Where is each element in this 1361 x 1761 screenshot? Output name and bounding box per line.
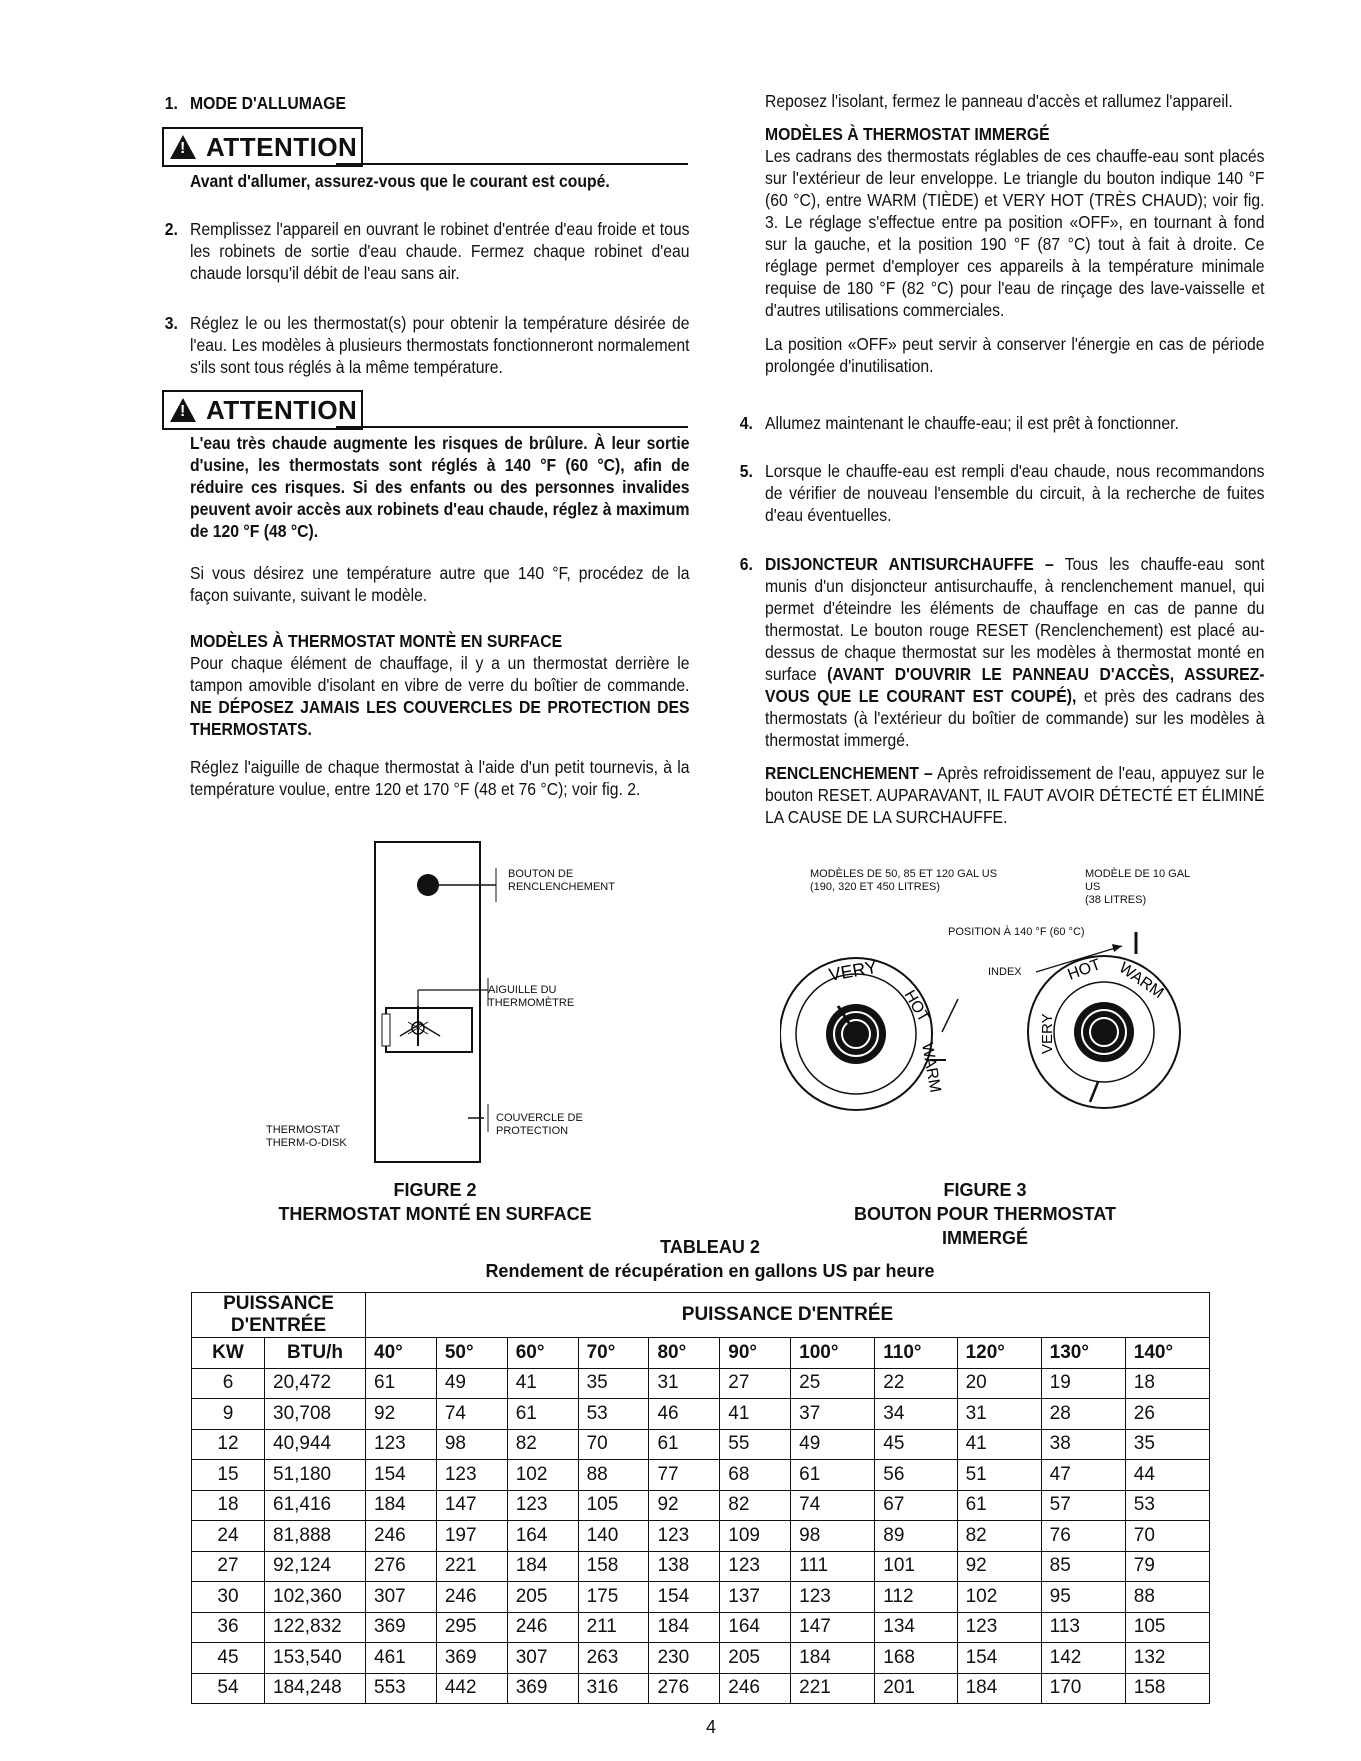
col-temp: 70°: [578, 1338, 649, 1369]
cell-value: 123: [720, 1551, 791, 1582]
cell-value: 51: [957, 1460, 1041, 1491]
cell-value: 89: [875, 1521, 957, 1552]
cell-btu: 40,944: [265, 1429, 366, 1460]
cell-value: 164: [720, 1612, 791, 1643]
cell-value: 28: [1041, 1399, 1125, 1430]
cell-value: 98: [436, 1429, 507, 1460]
cell-value: 307: [366, 1582, 437, 1613]
svg-text:WARM: WARM: [1115, 959, 1167, 1002]
cell-value: 142: [1041, 1643, 1125, 1674]
step-title: MODE D'ALLUMAGE: [190, 93, 346, 113]
table-title-block: [430, 1235, 990, 1283]
step-text: Lorsque le chauffe-eau est rempli d'eau chaude, nous recommandons de vérifier de nouveau l'ensemble du circuit, à la recherche de fuites d'eau éventuelles.: [765, 461, 1265, 525]
label-index: INDEX: [988, 966, 1022, 978]
col-temp: 80°: [649, 1338, 720, 1369]
cell-value: 230: [649, 1643, 720, 1674]
cell-value: 201: [875, 1673, 957, 1704]
temperature-paragraph: Si vous désirez une température autre que 140 °F, procédez de la façon suivante, suivant le modèle.: [190, 563, 690, 605]
cell-value: 79: [1125, 1551, 1209, 1582]
label-reset-button: BOUTON DE RENCLENCHEMENT: [508, 868, 615, 893]
cell-value: 111: [791, 1551, 875, 1582]
col-temp: 60°: [507, 1338, 578, 1369]
reset-text: Après refroidissement de l'eau, appuyez sur le bouton RESET. AUPARAVANT, IL FAUT AVOIR DÉTECTÉ ET ÉLIMINÉ LA CAUSE DE LA SURCHAUFFE.: [765, 763, 1265, 827]
cell-value: 37: [791, 1399, 875, 1430]
cell-btu: 153,540: [265, 1643, 366, 1674]
cell-value: 49: [791, 1429, 875, 1460]
step-warning: (AVANT D'OUVRIR LE PANNEAU D'ACCÈS, ASSUREZ-VOUS QUE LE COURANT EST COUPÉ),: [765, 664, 1265, 706]
cell-btu: 81,888: [265, 1521, 366, 1552]
cell-value: 105: [578, 1490, 649, 1521]
cell-value: 123: [366, 1429, 437, 1460]
dial-hot: HOT: [900, 987, 933, 1026]
cell-value: 53: [578, 1399, 649, 1430]
cell-kw: 45: [192, 1643, 265, 1674]
cell-value: 307: [507, 1643, 578, 1674]
surface-section: [190, 630, 690, 740]
cell-value: 123: [791, 1582, 875, 1613]
col-temp: 120°: [957, 1338, 1041, 1369]
cell-value: 26: [1125, 1399, 1209, 1430]
cell-value: 123: [436, 1460, 507, 1491]
step-number: 3.: [164, 313, 178, 333]
cell-value: 61: [957, 1490, 1041, 1521]
step-2: [164, 218, 690, 284]
cell-value: 55: [720, 1429, 791, 1460]
cell-btu: 102,360: [265, 1582, 366, 1613]
cell-value: 82: [720, 1490, 791, 1521]
cell-value: 263: [578, 1643, 649, 1674]
cell-value: 205: [507, 1582, 578, 1613]
step-5: [739, 460, 1265, 526]
cell-value: 246: [720, 1673, 791, 1704]
attention-label: ATTENTION: [206, 394, 358, 425]
step-text: Tous les chauffe-eau sont munis d'un disjoncteur antisurchauffe, à renclenchement manuel, qui permet d'éteindre les éléments de chauffage en cas de panne du thermostat. Le bouton rouge RESET (Renclenchement) est placé au-dessus de chaque thermostat sur les modèles à thermostat monté en surface: [765, 554, 1265, 684]
cell-value: 154: [957, 1643, 1041, 1674]
cell-value: 85: [1041, 1551, 1125, 1582]
cell-btu: 51,180: [265, 1460, 366, 1491]
cell-value: 369: [366, 1612, 437, 1643]
cell-value: 70: [578, 1429, 649, 1460]
label-position: POSITION À 140 °F (60 °C): [948, 926, 1085, 938]
attention-2: [190, 432, 690, 542]
cell-value: 369: [436, 1643, 507, 1674]
cell-value: 211: [578, 1612, 649, 1643]
cell-value: 61: [649, 1429, 720, 1460]
cell-btu: 122,832: [265, 1612, 366, 1643]
cell-value: 184: [791, 1643, 875, 1674]
step-number: 5.: [739, 461, 753, 481]
col-temp: 130°: [1041, 1338, 1125, 1369]
cell-value: 20: [957, 1368, 1041, 1399]
cell-value: 147: [791, 1612, 875, 1643]
cell-value: 82: [957, 1521, 1041, 1552]
cell-btu: 61,416: [265, 1490, 366, 1521]
cell-value: 138: [649, 1551, 720, 1582]
table-row: [192, 1368, 1210, 1399]
dials-diagram: [780, 864, 1220, 1164]
header-input-power: PUISSANCE D'ENTRÉE: [192, 1293, 366, 1338]
cell-value: 102: [957, 1582, 1041, 1613]
cell-value: 246: [436, 1582, 507, 1613]
cell-value: 34: [875, 1399, 957, 1430]
cell-kw: 12: [192, 1429, 265, 1460]
cell-value: 184: [649, 1612, 720, 1643]
step-title: DISJONCTEUR ANTISURCHAUFFE –: [765, 554, 1054, 574]
cell-value: 45: [875, 1429, 957, 1460]
svg-text:VERY: VERY: [1039, 1013, 1056, 1054]
cell-value: 140: [578, 1521, 649, 1552]
immersed-text: Les cadrans des thermostats réglables de ces chauffe-eau sont placés sur l'extérieur de leur enveloppe. Le triangle du bouton indique 140 °F (60 °C), entre WARM (TIÈDE) et VERY HOT (TRÈS CHAUD); voir fig. 3. Le réglage s'effectue entre pa position «OFF», en tournant à fond sur la gauche, et la position 190 °F (87 °C) tout à fait à droite. Ce réglage permet d'employer ces appareils à la température minimale requise de 180 °F (82 °C) pour l'eau de rinçage des lave-vaisselle et d'autres utilisations commerciales.: [765, 146, 1265, 320]
dial-very: VERY: [827, 956, 879, 985]
cell-value: 369: [507, 1673, 578, 1704]
cell-value: 102: [507, 1460, 578, 1491]
attention-text: L'eau très chaude augmente les risques de brûlure. À leur sortie d'usine, les thermostats sont réglés à 140 °F (60 °C), afin de réduire ces risques. Si des enfants ou des personnes invalides peuvent avoir accès aux robinets d'eau chaude, réglez à maximum de 120 °F (48 °C).: [190, 433, 690, 541]
cell-btu: 20,472: [265, 1368, 366, 1399]
cell-value: 41: [507, 1368, 578, 1399]
attention-1: [190, 170, 690, 192]
figure-3-caption: FIGURE 3 BOUTON POUR THERMOSTAT IMMERGÉ: [854, 1180, 1116, 1248]
adjust-paragraph: Réglez l'aiguille de chaque thermostat à l'aide d'un petit tournevis, à la température voulue, entre 120 et 170 °F (48 et 76 °C); voir fig. 2.: [190, 757, 690, 799]
cell-btu: 184,248: [265, 1673, 366, 1704]
cell-value: 221: [791, 1673, 875, 1704]
cell-value: 184: [957, 1673, 1041, 1704]
cell-value: 461: [366, 1643, 437, 1674]
attention-rule: [336, 163, 688, 165]
cell-value: 123: [957, 1612, 1041, 1643]
table-row: [192, 1551, 1210, 1582]
cell-value: 61: [366, 1368, 437, 1399]
cell-value: 101: [875, 1551, 957, 1582]
cell-btu: 92,124: [265, 1551, 366, 1582]
cell-kw: 54: [192, 1673, 265, 1704]
cell-kw: 9: [192, 1399, 265, 1430]
cell-kw: 24: [192, 1521, 265, 1552]
table-row: [192, 1612, 1210, 1643]
cell-value: 61: [791, 1460, 875, 1491]
cell-value: 44: [1125, 1460, 1209, 1491]
cell-kw: 15: [192, 1460, 265, 1491]
left-column: [164, 92, 690, 114]
cell-value: 88: [1125, 1582, 1209, 1613]
table-row: [192, 1673, 1210, 1704]
cell-value: 19: [1041, 1368, 1125, 1399]
table-row: [192, 1460, 1210, 1491]
cell-value: 184: [366, 1490, 437, 1521]
cell-value: 442: [436, 1673, 507, 1704]
step-text: Allumez maintenant le chauffe-eau; il est prêt à fonctionner.: [765, 413, 1179, 433]
col-kw: KW: [192, 1338, 265, 1369]
cell-value: 158: [1125, 1673, 1209, 1704]
label-thermostat: THERMOSTAT THERM-O-DISK: [266, 1124, 347, 1149]
section-warning: NE DÉPOSEZ JAMAIS LES COUVERCLES DE PROTECTION DES THERMOSTATS.: [190, 697, 690, 739]
col-btu: BTU/h: [265, 1338, 366, 1369]
attention-label: ATTENTION: [206, 131, 358, 162]
cell-value: 134: [875, 1612, 957, 1643]
col-temp: 100°: [791, 1338, 875, 1369]
cell-value: 184: [507, 1551, 578, 1582]
step-text: Réglez le ou les thermostat(s) pour obtenir la température désirée de l'eau. Les modèles à plusieurs thermostats fonctionneront normalement s'ils sont tous réglés à la même température.: [190, 313, 690, 377]
cell-value: 295: [436, 1612, 507, 1643]
dial-warm: WARM: [918, 1041, 944, 1094]
reset-title: RENCLENCHEMENT –: [765, 763, 933, 783]
cell-value: 158: [578, 1551, 649, 1582]
cell-value: 68: [720, 1460, 791, 1491]
cell-value: 31: [957, 1399, 1041, 1430]
cell-value: 92: [957, 1551, 1041, 1582]
label-cover: COUVERCLE DE PROTECTION: [496, 1112, 583, 1137]
table-title: TABLEAU 2: [660, 1237, 760, 1257]
attention-rule: [336, 426, 688, 428]
cell-value: 47: [1041, 1460, 1125, 1491]
figure-3: [780, 864, 1220, 1164]
cell-value: 41: [720, 1399, 791, 1430]
section-heading: MODÈLES À THERMOSTAT IMMERGÉ: [765, 124, 1050, 144]
cell-value: 246: [366, 1521, 437, 1552]
cell-value: 246: [507, 1612, 578, 1643]
cell-value: 316: [578, 1673, 649, 1704]
step-number: 2.: [164, 219, 178, 239]
attention-box-1: [162, 127, 363, 167]
label-models: MODÈLES DE 50, 85 ET 120 GAL US (190, 320 ET 450 LITRES): [810, 868, 998, 893]
col-temp: 90°: [720, 1338, 791, 1369]
cell-value: 38: [1041, 1429, 1125, 1460]
cell-value: 22: [875, 1368, 957, 1399]
cell-value: 92: [649, 1490, 720, 1521]
cell-value: 123: [649, 1521, 720, 1552]
cell-value: 276: [649, 1673, 720, 1704]
cell-value: 76: [1041, 1521, 1125, 1552]
figure-2-caption: FIGURE 2 THERMOSTAT MONTÉ EN SURFACE: [278, 1180, 592, 1224]
step-text: Remplissez l'appareil en ouvrant le robinet d'entrée d'eau froide et tous les robinets de sortie d'eau chaude. Fermez chaque robinet d'eau chaude lorsqu'il débit de l'eau sans air.: [190, 219, 690, 283]
off-text: La position «OFF» peut servir à conserver l'énergie en cas de période prolongée d'inutilisation.: [765, 334, 1265, 376]
cell-kw: 27: [192, 1551, 265, 1582]
cell-value: 82: [507, 1429, 578, 1460]
table-row: [192, 1643, 1210, 1674]
cell-value: 61: [507, 1399, 578, 1430]
cell-value: 18: [1125, 1368, 1209, 1399]
cell-value: 137: [720, 1582, 791, 1613]
step-6: [739, 553, 1265, 828]
cell-value: 31: [649, 1368, 720, 1399]
cell-value: 98: [791, 1521, 875, 1552]
cell-value: 175: [578, 1582, 649, 1613]
svg-text:HOT: HOT: [1065, 956, 1104, 984]
col-temp: 40°: [366, 1338, 437, 1369]
cell-kw: 36: [192, 1612, 265, 1643]
cell-value: 205: [720, 1643, 791, 1674]
cell-value: 46: [649, 1399, 720, 1430]
section-heading: MODÈLES À THERMOSTAT MONTÈ EN SURFACE: [190, 631, 563, 651]
cell-btu: 30,708: [265, 1399, 366, 1430]
cell-value: 70: [1125, 1521, 1209, 1552]
cell-value: 53: [1125, 1490, 1209, 1521]
recovery-table: [191, 1292, 1210, 1704]
cell-value: 27: [720, 1368, 791, 1399]
warning-icon: !: [170, 398, 196, 422]
step-number: 4.: [739, 413, 753, 433]
step-text-continued: et près des cadrans des thermostats (à l'extérieur du boîtier de commande) sur les modèles à thermostat immergé.: [765, 686, 1265, 750]
step-4: [739, 412, 1265, 434]
step-number: 1.: [164, 93, 178, 113]
cell-value: 221: [436, 1551, 507, 1582]
label-model-10: MODÈLE DE 10 GAL US (38 LITRES): [1085, 868, 1190, 906]
cell-value: 197: [436, 1521, 507, 1552]
cell-value: 168: [875, 1643, 957, 1674]
cell-value: 164: [507, 1521, 578, 1552]
attention-box-2: [162, 390, 363, 430]
cell-kw: 30: [192, 1582, 265, 1613]
cell-value: 147: [436, 1490, 507, 1521]
cell-value: 41: [957, 1429, 1041, 1460]
col-temp: 140°: [1125, 1338, 1209, 1369]
page-number: 4: [706, 1717, 717, 1737]
cell-value: 105: [1125, 1612, 1209, 1643]
cell-value: 123: [507, 1490, 578, 1521]
cell-value: 112: [875, 1582, 957, 1613]
col-temp: 50°: [436, 1338, 507, 1369]
cell-value: 77: [649, 1460, 720, 1491]
cell-value: 74: [791, 1490, 875, 1521]
table-row: [192, 1521, 1210, 1552]
attention-text: Avant d'allumer, assurez-vous que le courant est coupé.: [190, 171, 610, 191]
cell-value: 74: [436, 1399, 507, 1430]
table-row: [192, 1490, 1210, 1521]
cell-value: 88: [578, 1460, 649, 1491]
cell-kw: 6: [192, 1368, 265, 1399]
step-3: [164, 312, 690, 378]
cell-value: 154: [366, 1460, 437, 1491]
cell-value: 553: [366, 1673, 437, 1704]
cell-value: 92: [366, 1399, 437, 1430]
cell-value: 109: [720, 1521, 791, 1552]
cell-value: 35: [578, 1368, 649, 1399]
step-1: [164, 92, 690, 114]
right-column: [765, 90, 1265, 377]
table-row: [192, 1399, 1210, 1430]
cell-value: 25: [791, 1368, 875, 1399]
cell-value: 35: [1125, 1429, 1209, 1460]
table-row: [192, 1429, 1210, 1460]
step-number: 6.: [739, 554, 753, 574]
cell-value: 95: [1041, 1582, 1125, 1613]
cell-value: 170: [1041, 1673, 1125, 1704]
label-needle: AIGUILLE DU THERMOMÈTRE: [488, 984, 575, 1009]
cell-value: 49: [436, 1368, 507, 1399]
table-row: [192, 1582, 1210, 1613]
cell-value: 154: [649, 1582, 720, 1613]
header-input-power-temps: PUISSANCE D'ENTRÉE: [366, 1293, 1210, 1338]
cell-value: 113: [1041, 1612, 1125, 1643]
section-text: Pour chaque élément de chauffage, il y a un thermostat derrière le tampon amovible d'isolant en vibre de verre du boîtier de commande.: [190, 653, 690, 695]
cell-value: 132: [1125, 1643, 1209, 1674]
cell-value: 67: [875, 1490, 957, 1521]
figure-2: [266, 838, 650, 1168]
table-header-row: [192, 1293, 1210, 1338]
cell-value: 56: [875, 1460, 957, 1491]
warning-icon: !: [170, 135, 196, 159]
cell-value: 276: [366, 1551, 437, 1582]
table-temp-row: [192, 1338, 1210, 1369]
cell-value: 57: [1041, 1490, 1125, 1521]
cell-kw: 18: [192, 1490, 265, 1521]
reinstall-text: Reposez l'isolant, fermez le panneau d'accès et rallumez l'appareil.: [765, 91, 1233, 111]
col-temp: 110°: [875, 1338, 957, 1369]
table-subtitle: Rendement de récupération en gallons US par heure: [485, 1261, 935, 1281]
